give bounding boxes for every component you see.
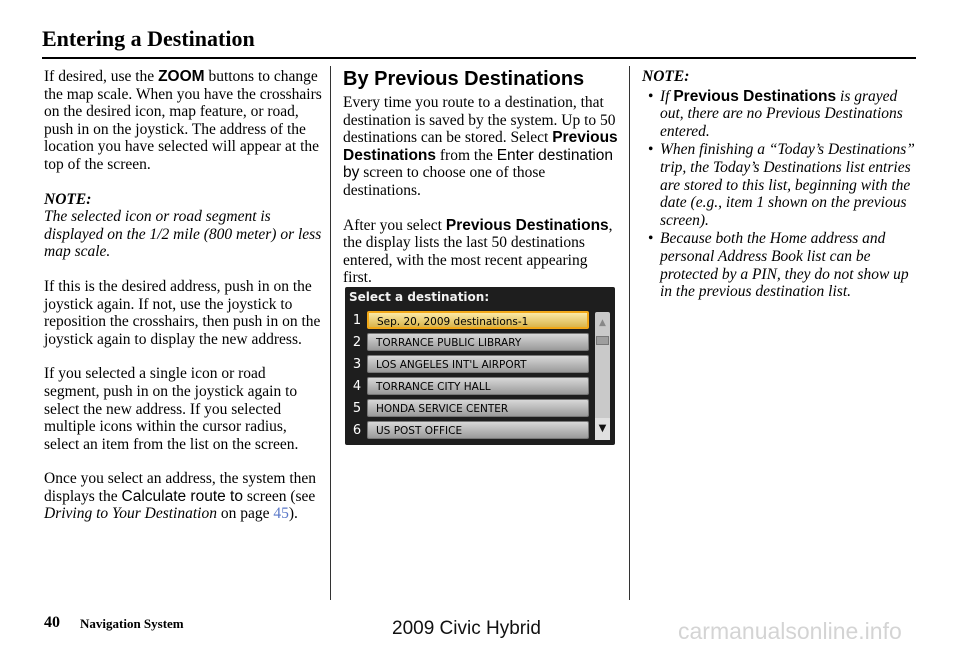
- row-number: 3: [352, 357, 362, 372]
- row-number: 5: [352, 401, 362, 416]
- column-left: [44, 68, 322, 540]
- destination-item[interactable]: US POST OFFICE: [367, 421, 589, 439]
- title-rule: [42, 57, 916, 59]
- page-number: 40: [44, 614, 60, 631]
- destination-item[interactable]: TORRANCE CITY HALL: [367, 377, 589, 395]
- previous-intro-paragraph: Every time you route to a destination, that destination is saved by the system. Up to 50 destinations can be stored. Select Previous Destinations from the Enter destination by screen to choose one of those destinations.: [343, 94, 618, 199]
- calculate-paragraph: Once you select an address, the system then displays the Calculate route to screen (see Driving to Your Destination on page 45).: [44, 470, 317, 523]
- scroll-up-icon[interactable]: ▲: [599, 318, 606, 328]
- scrollbar[interactable]: [595, 312, 610, 440]
- list-item: • When finishing a “Today’s Destinations” trip, the Today’s Destinations list entries are stored to this list, beginning with the date (e.g., item 1 shown on the previous screen).: [648, 141, 915, 229]
- note-heading: NOTE:: [642, 68, 690, 85]
- destination-row[interactable]: [349, 355, 593, 375]
- section-heading: By Previous Destinations: [343, 68, 585, 90]
- select-paragraph: If you selected a single icon or road segment, push in on the joystick again to select the new address. If you selected multiple icons within the cursor radius, select an item from the list on the screen.: [44, 365, 299, 453]
- previous-destinations-term-3: Previous Destinations: [673, 87, 837, 105]
- list-item: • If Previous Destinations is grayed out, there are no Previous Destinations entered.: [648, 87, 903, 140]
- column-divider-1: [330, 66, 331, 600]
- note-list: [642, 88, 922, 301]
- list-item: • Because both the Home address and personal Address Book list can be protected by a PIN, they do not show up in the previous destination list.: [648, 230, 909, 301]
- confirm-paragraph: If this is the desired address, push in on the joystick again. If not, use the joystick to reposition the crosshairs, then push in on the joystick again to display the new address.: [44, 277, 321, 348]
- scroll-thumb[interactable]: [596, 336, 609, 345]
- destination-row[interactable]: [349, 333, 593, 353]
- page-title: Entering a Destination: [42, 26, 255, 51]
- screen-title: Select a destination:: [349, 290, 490, 304]
- bullet-icon: •: [648, 141, 654, 159]
- previous-destinations-term-2: Previous Destinations: [445, 216, 609, 234]
- section-ref: Driving to Your Destination: [44, 505, 217, 523]
- row-number: 4: [352, 379, 362, 394]
- note-text: The selected icon or road segment is displayed on the 1/2 mile (800 meter) or less map scale.: [44, 208, 322, 261]
- footer-section: Navigation System: [80, 616, 184, 631]
- bullet-icon: •: [648, 87, 654, 105]
- destination-row[interactable]: [349, 311, 593, 331]
- previous-list-paragraph: After you select Previous Destinations, the display lists the last 50 destinations entered, with the most recent appearing first.: [343, 216, 613, 287]
- destination-item[interactable]: LOS ANGELES INT'L AIRPORT: [367, 355, 589, 373]
- note-heading: NOTE:: [44, 190, 92, 208]
- model-watermark: 2009 Civic Hybrid: [392, 618, 541, 639]
- previous-destinations-term: Previous Destinations: [343, 129, 618, 164]
- scroll-down-icon[interactable]: ▼: [595, 418, 610, 440]
- calculate-term: Calculate route to: [121, 487, 243, 505]
- row-number: 1: [352, 313, 362, 328]
- row-number: 2: [352, 335, 362, 350]
- destination-item[interactable]: TORRANCE PUBLIC LIBRARY: [367, 333, 589, 351]
- zoom-term: ZOOM: [158, 68, 205, 85]
- enter-destination-term: Enter destination by: [343, 146, 614, 182]
- zoom-paragraph: If desired, use the ZOOM buttons to change the map scale. When you have the crosshairs on the desired icon, map feature, or road, push in on the joystick. The address of the location you have selected will appear at the top of the screen.: [44, 68, 322, 173]
- nav-screen: [345, 287, 615, 445]
- bullet-icon: •: [648, 230, 654, 248]
- column-right: [642, 68, 922, 302]
- destination-item-selected[interactable]: Sep. 20, 2009 destinations-1: [367, 311, 589, 329]
- destination-item[interactable]: HONDA SERVICE CENTER: [367, 399, 589, 417]
- row-number: 6: [352, 423, 362, 438]
- page-link[interactable]: 45: [273, 505, 289, 523]
- site-watermark: carmanualsonline.info: [678, 618, 902, 644]
- destination-row[interactable]: [349, 399, 593, 419]
- destination-row[interactable]: [349, 421, 593, 441]
- column-middle: [343, 68, 618, 304]
- destination-row[interactable]: [349, 377, 593, 397]
- column-divider-2: [629, 66, 630, 600]
